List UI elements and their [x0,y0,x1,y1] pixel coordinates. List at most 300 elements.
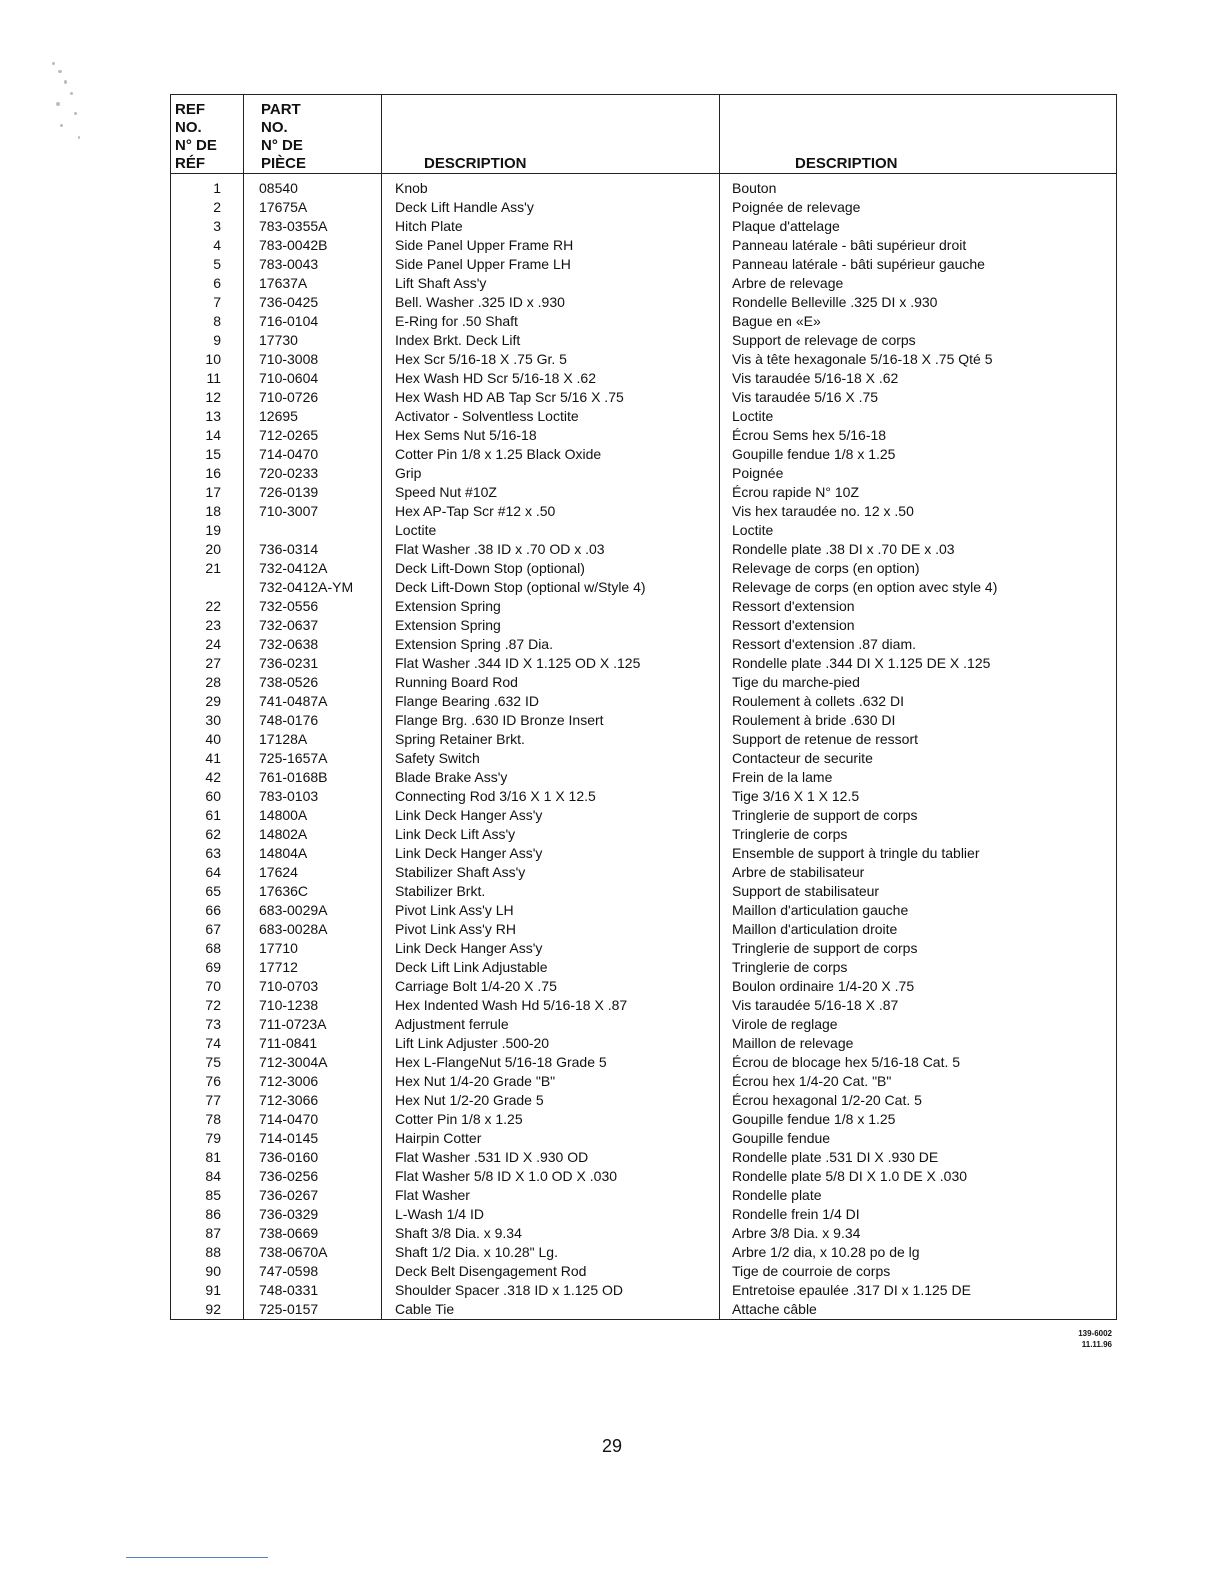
part-number-cell: 732-0638 [259,636,319,652]
description-en-cell: Safety Switch [395,750,480,766]
table-row [171,502,1116,521]
description-en-cell: Extension Spring .87 Dia. [395,636,553,652]
description-fr-cell: Panneau latérale - bâti supérieur gauche [732,256,985,272]
description-fr-cell: Maillon de relevage [732,1035,854,1051]
ref-cell: 65 [205,883,221,899]
part-number-cell: 12695 [259,408,298,424]
ref-cell: 91 [205,1282,221,1298]
part-number-cell: 732-0556 [259,598,319,614]
description-fr-cell: Vis hex taraudée no. 12 x .50 [732,503,914,519]
description-fr-cell: Tringlerie de corps [732,959,848,975]
description-fr-cell: Écrou hexagonal 1/2-20 Cat. 5 [732,1092,922,1108]
ref-cell: 30 [205,712,221,728]
part-number-cell: 736-0256 [259,1168,319,1184]
description-en-cell: Extension Spring [395,598,501,614]
ref-cell: 18 [205,503,221,519]
ref-cell: 9 [213,332,221,348]
ref-cell: 22 [205,598,221,614]
part-number-cell: 17730 [259,332,298,348]
ref-cell: 7 [213,294,221,310]
description-en-cell: Cotter Pin 1/8 x 1.25 Black Oxide [395,446,602,462]
description-en-cell: Deck Lift-Down Stop (optional) [395,560,585,576]
table-row [171,901,1116,920]
table-row [171,920,1116,939]
header-description-en: DESCRIPTION [424,155,527,172]
part-number-cell: 716-0104 [259,313,319,329]
part-number-cell: 738-0526 [259,674,319,690]
part-number-cell: 783-0042B [259,237,328,253]
table-row [171,521,1116,540]
table-row [171,1281,1116,1300]
description-fr-cell: Attache câble [732,1301,817,1317]
description-fr-cell: Rondelle plate [732,1187,822,1203]
part-number-cell: 08540 [259,180,298,196]
description-fr-cell: Écrou rapide N° 10Z [732,484,859,500]
description-en-cell: Flange Bearing .632 ID [395,693,539,709]
ref-cell: 60 [205,788,221,804]
part-number-cell: 714-0145 [259,1130,319,1146]
description-fr-cell: Support de retenue de ressort [732,731,919,747]
description-en-cell: Running Board Rod [395,674,518,690]
description-fr-cell: Boulon ordinaire 1/4-20 X .75 [732,978,915,994]
table-row [171,407,1116,426]
ref-cell: 41 [205,750,221,766]
table-row [171,1205,1116,1224]
description-en-cell: Bell. Washer .325 ID x .930 [395,294,565,310]
part-number-cell: 725-1657A [259,750,328,766]
description-fr-cell: Ensemble de support à tringle du tablier [732,845,980,861]
description-en-cell: Lift Link Adjuster .500-20 [395,1035,550,1051]
description-en-cell: Extension Spring [395,617,501,633]
description-en-cell: Link Deck Lift Ass'y [395,826,516,842]
description-fr-cell: Rondelle plate .531 DI X .930 DE [732,1149,939,1165]
ref-cell: 40 [205,731,221,747]
ref-cell: 23 [205,617,221,633]
table-row [171,179,1116,198]
ref-cell: 69 [205,959,221,975]
table-row [171,426,1116,445]
ref-cell: 3 [213,218,221,234]
table-row [171,635,1116,654]
description-fr-cell: Poignée de relevage [732,199,861,215]
table-row [171,464,1116,483]
part-number-cell: 736-0231 [259,655,319,671]
description-fr-cell: Tringlerie de support de corps [732,940,918,956]
part-number-cell: 726-0139 [259,484,319,500]
description-en-cell: Hex AP-Tap Scr #12 x .50 [395,503,556,519]
description-fr-cell: Goupille fendue [732,1130,831,1146]
part-number-cell: 712-3004A [259,1054,328,1070]
description-en-cell: Deck Lift Handle Ass'y [395,199,534,215]
description-en-cell: Activator - Solventless Loctite [395,408,579,424]
table-row [171,825,1116,844]
part-number-cell: 711-0841 [259,1035,318,1051]
part-number-cell: 683-0028A [259,921,328,937]
table-row [171,1262,1116,1281]
ref-cell: 15 [205,446,221,462]
part-number-cell: 761-0168B [259,769,328,785]
table-row [171,540,1116,559]
table-row [171,198,1116,217]
description-fr-cell: Maillon d'articulation gauche [732,902,909,918]
description-fr-cell: Tige de courroie de corps [732,1263,891,1279]
description-fr-cell: Roulement à collets .632 DI [732,693,904,709]
description-en-cell: Loctite [395,522,437,538]
part-number-cell: 732-0412A [259,560,328,576]
table-row [171,939,1116,958]
description-en-cell: Carriage Bolt 1/4-20 X .75 [395,978,557,994]
table-row [171,616,1116,635]
ref-cell: 12 [205,389,221,405]
table-row [171,274,1116,293]
part-number-cell: 738-0669 [259,1225,319,1241]
table-row [171,559,1116,578]
ref-cell: 77 [205,1092,221,1108]
part-number-cell: 736-0267 [259,1187,319,1203]
ref-cell: 5 [213,256,221,272]
description-en-cell: Adjustment ferrule [395,1016,509,1032]
description-en-cell: Flange Brg. .630 ID Bronze Insert [395,712,604,728]
description-en-cell: Hex Wash HD AB Tap Scr 5/16 X .75 [395,389,624,405]
ref-cell: 73 [205,1016,221,1032]
part-number-cell: 712-3066 [259,1092,319,1108]
description-fr-cell: Rondelle plate .344 DI X 1.125 DE X .125 [732,655,991,671]
ref-cell: 81 [205,1149,221,1165]
description-en-cell: Hex Sems Nut 5/16-18 [395,427,537,443]
part-number-cell: 17712 [259,959,298,975]
table-row [171,369,1116,388]
ref-cell: 2 [213,199,221,215]
description-en-cell: Link Deck Hanger Ass'y [395,845,543,861]
ref-cell: 16 [205,465,221,481]
ref-cell: 14 [205,427,221,443]
description-fr-cell: Vis à tête hexagonale 5/16-18 X .75 Qté 5 [732,351,993,367]
part-number-cell: 17675A [259,199,308,215]
table-row [171,1015,1116,1034]
description-en-cell: Side Panel Upper Frame LH [395,256,571,272]
description-en-cell: Cotter Pin 1/8 x 1.25 [395,1111,523,1127]
header-divider [171,173,1116,174]
description-en-cell: Flat Washer .531 ID X .930 OD [395,1149,589,1165]
ref-cell: 78 [205,1111,221,1127]
description-en-cell: Flat Washer 5/8 ID X 1.0 OD X .030 [395,1168,618,1184]
part-number-cell: 17636C [259,883,309,899]
table-row [171,806,1116,825]
table-row [171,445,1116,464]
table-row [171,483,1116,502]
ref-cell: 79 [205,1130,221,1146]
ref-cell: 92 [205,1301,221,1317]
table-row [171,1186,1116,1205]
part-number-cell: 710-0604 [259,370,319,386]
description-fr-cell: Poignée [732,465,784,481]
description-en-cell: Knob [395,180,428,196]
part-number-cell: 736-0160 [259,1149,319,1165]
description-fr-cell: Entretoise epaulée .317 DI x 1.125 DE [732,1282,971,1298]
ref-cell: 76 [205,1073,221,1089]
table-row [171,1167,1116,1186]
description-fr-cell: Roulement à bride .630 DI [732,712,896,728]
description-fr-cell: Support de relevage de corps [732,332,916,348]
part-number-cell: 710-0703 [259,978,319,994]
part-number-cell: 17624 [259,864,298,880]
table-row [171,977,1116,996]
ref-cell: 8 [213,313,221,329]
header-ref: REF NO. N° DE RÉF [175,101,217,172]
description-fr-cell: Bouton [732,180,777,196]
part-number-cell: 714-0470 [259,1111,319,1127]
description-fr-cell: Arbre de stabilisateur [732,864,865,880]
table-row [171,350,1116,369]
table-row [171,787,1116,806]
description-fr-cell: Support de stabilisateur [732,883,880,899]
description-fr-cell: Relevage de corps (en option) [732,560,920,576]
part-number-cell: 747-0598 [259,1263,319,1279]
description-fr-cell: Arbre 3/8 Dia. x 9.34 [732,1225,861,1241]
part-number-cell: 17637A [259,275,308,291]
ref-cell: 19 [205,522,221,538]
description-en-cell: Hex Nut 1/2-20 Grade 5 [395,1092,544,1108]
ref-cell: 90 [205,1263,221,1279]
description-fr-cell: Plaque d'attelage [732,218,840,234]
ref-cell: 85 [205,1187,221,1203]
part-number-cell: 732-0412A-YM [259,579,354,595]
table-body [171,179,1116,1319]
part-number-cell: 725-0157 [259,1301,319,1317]
description-en-cell: Hairpin Cotter [395,1130,482,1146]
description-fr-cell: Écrou Sems hex 5/16-18 [732,427,887,443]
description-en-cell: Hex Indented Wash Hd 5/16-18 X .87 [395,997,628,1013]
description-fr-cell: Ressort d'extension .87 diam. [732,636,916,652]
ref-cell: 63 [205,845,221,861]
header-description-fr: DESCRIPTION [795,155,898,172]
table-row [171,768,1116,787]
part-number-cell: 748-0331 [259,1282,319,1298]
description-en-cell: Deck Belt Disengagement Rod [395,1263,587,1279]
part-number-cell: 714-0470 [259,446,319,462]
description-en-cell: Flat Washer .344 ID X 1.125 OD X .125 [395,655,641,671]
description-fr-cell: Rondelle plate 5/8 DI X 1.0 DE X .030 [732,1168,968,1184]
table-row [171,236,1116,255]
part-number-cell: 736-0425 [259,294,319,310]
description-fr-cell: Tige 3/16 X 1 X 12.5 [732,788,860,804]
table-row [171,711,1116,730]
description-en-cell: Hex Wash HD Scr 5/16-18 X .62 [395,370,597,386]
ref-cell: 66 [205,902,221,918]
part-number-cell: 748-0176 [259,712,319,728]
table-row [171,654,1116,673]
ref-cell: 84 [205,1168,221,1184]
ref-cell: 21 [205,560,221,576]
table-row [171,312,1116,331]
ref-cell: 62 [205,826,221,842]
description-en-cell: Side Panel Upper Frame RH [395,237,574,253]
description-fr-cell: Tringlerie de support de corps [732,807,918,823]
ref-cell: 67 [205,921,221,937]
ref-cell: 75 [205,1054,221,1070]
table-row [171,730,1116,749]
description-fr-cell: Loctite [732,522,774,538]
ref-cell: 72 [205,997,221,1013]
page-number: 29 [601,1436,623,1456]
description-en-cell: Hex L-FlangeNut 5/16-18 Grade 5 [395,1054,607,1070]
description-fr-cell: Arbre de relevage [732,275,844,291]
table-row [171,1300,1116,1319]
ref-cell: 88 [205,1244,221,1260]
table-row [171,1053,1116,1072]
ref-cell: 29 [205,693,221,709]
description-en-cell: Cable Tie [395,1301,455,1317]
part-number-cell: 712-3006 [259,1073,319,1089]
table-row [171,863,1116,882]
description-fr-cell: Écrou hex 1/4-20 Cat. "B" [732,1073,892,1089]
description-en-cell: Grip [395,465,422,481]
table-row [171,749,1116,768]
description-fr-cell: Tringlerie de corps [732,826,848,842]
description-fr-cell: Ressort d'extension [732,598,855,614]
description-en-cell: Spring Retainer Brkt. [395,731,525,747]
part-number-cell: 17710 [259,940,298,956]
description-en-cell: Link Deck Hanger Ass'y [395,940,543,956]
part-number-cell: 710-3007 [259,503,319,519]
table-row [171,255,1116,274]
ref-cell: 28 [205,674,221,690]
description-en-cell: Stabilizer Brkt. [395,883,486,899]
description-fr-cell: Rondelle plate .38 DI x .70 DE x .03 [732,541,955,557]
document-date: 11.11.96 [1081,1340,1112,1349]
part-number-cell: 736-0329 [259,1206,319,1222]
table-row [171,882,1116,901]
table-row [171,217,1116,236]
description-fr-cell: Virole de reglage [732,1016,838,1032]
description-fr-cell: Frein de la lame [732,769,833,785]
ref-cell: 1 [213,180,221,196]
ref-cell: 64 [205,864,221,880]
description-en-cell: Stabilizer Shaft Ass'y [395,864,526,880]
part-number-cell: 683-0029A [259,902,328,918]
parts-table [170,94,1117,1320]
description-fr-cell: Contacteur de securite [732,750,873,766]
ref-cell: 11 [206,370,221,386]
table-row [171,1148,1116,1167]
description-en-cell: Speed Nut #10Z [395,484,497,500]
description-fr-cell: Relevage de corps (en option avec style 4) [732,579,998,595]
table-row [171,996,1116,1015]
part-number-cell: 738-0670A [259,1244,328,1260]
part-number-cell: 711-0723A [259,1016,327,1032]
table-row [171,293,1116,312]
description-fr-cell: Arbre 1/2 dia, x 10.28 po de lg [732,1244,920,1260]
ref-cell: 61 [205,807,221,823]
description-fr-cell: Bague en «E» [732,313,821,329]
part-number-cell: 736-0314 [259,541,319,557]
description-en-cell: Flat Washer .38 ID x .70 OD x .03 [395,541,605,557]
description-fr-cell: Vis taraudée 5/16-18 X .62 [732,370,899,386]
description-fr-cell: Goupille fendue 1/8 x 1.25 [732,446,896,462]
description-en-cell: Lift Shaft Ass'y [395,275,487,291]
part-number-cell: 710-1238 [259,997,319,1013]
description-fr-cell: Rondelle Belleville .325 DI x .930 [732,294,938,310]
part-number-cell: 741-0487A [259,693,328,709]
table-row [171,1034,1116,1053]
description-en-cell: Connecting Rod 3/16 X 1 X 12.5 [395,788,596,804]
description-fr-cell: Maillon d'articulation droite [732,921,898,937]
table-row [171,1091,1116,1110]
ref-cell: 74 [205,1035,221,1051]
part-number-cell: 712-0265 [259,427,319,443]
description-en-cell: L-Wash 1/4 ID [395,1206,484,1222]
description-fr-cell: Loctite [732,408,774,424]
description-fr-cell: Vis taraudée 5/16-18 X .87 [732,997,899,1013]
part-number-cell: 783-0043 [259,256,319,272]
table-row [171,673,1116,692]
header-part: PART NO. N° DE PIÈCE [261,101,307,172]
description-en-cell: Pivot Link Ass'y LH [395,902,514,918]
document-code: 139-6002 [1078,1329,1112,1338]
table-row [171,1110,1116,1129]
description-fr-cell: Panneau latérale - bâti supérieur droit [732,237,967,253]
footer-rule [126,1557,268,1558]
table-row [171,597,1116,616]
ref-cell: 24 [205,636,221,652]
table-row [171,1129,1116,1148]
description-en-cell: Shoulder Spacer .318 ID x 1.125 OD [395,1282,624,1298]
ref-cell: 86 [205,1206,221,1222]
description-fr-cell: Tige du marche-pied [732,674,860,690]
ref-cell: 4 [213,237,221,253]
description-en-cell: Hitch Plate [395,218,463,234]
description-en-cell: Hex Nut 1/4-20 Grade "B" [395,1073,556,1089]
table-row [171,388,1116,407]
description-en-cell: Index Brkt. Deck Lift [395,332,521,348]
description-fr-cell: Rondelle frein 1/4 DI [732,1206,860,1222]
table-row [171,958,1116,977]
ref-cell: 17 [205,484,221,500]
ref-cell: 27 [205,655,221,671]
description-en-cell: Shaft 1/2 Dia. x 10.28" Lg. [395,1244,558,1260]
ref-cell: 10 [205,351,221,367]
description-en-cell: Pivot Link Ass'y RH [395,921,516,937]
description-fr-cell: Écrou de blocage hex 5/16-18 Cat. 5 [732,1054,961,1070]
description-fr-cell: Ressort d'extension [732,617,855,633]
ref-cell: 13 [205,408,221,424]
table-row [171,844,1116,863]
part-number-cell: 783-0355A [259,218,328,234]
description-fr-cell: Goupille fendue 1/8 x 1.25 [732,1111,896,1127]
ref-cell: 87 [205,1225,221,1241]
description-en-cell: E-Ring for .50 Shaft [395,313,518,329]
part-number-cell: 14804A [259,845,308,861]
description-fr-cell: Vis taraudée 5/16 X .75 [732,389,879,405]
part-number-cell: 14800A [259,807,308,823]
part-number-cell: 17128A [259,731,308,747]
description-en-cell: Hex Scr 5/16-18 X .75 Gr. 5 [395,351,567,367]
table-row [171,331,1116,350]
part-number-cell: 783-0103 [259,788,319,804]
description-en-cell: Link Deck Hanger Ass'y [395,807,543,823]
table-row [171,1072,1116,1091]
table-row [171,1243,1116,1262]
description-en-cell: Flat Washer [395,1187,470,1203]
description-en-cell: Shaft 3/8 Dia. x 9.34 [395,1225,522,1241]
ref-cell: 6 [213,275,221,291]
part-number-cell: 14802A [259,826,308,842]
part-number-cell: 720-0233 [259,465,319,481]
ref-cell: 20 [205,541,221,557]
table-row [171,1224,1116,1243]
description-en-cell: Deck Lift Link Adjustable [395,959,548,975]
ref-cell: 42 [205,769,221,785]
